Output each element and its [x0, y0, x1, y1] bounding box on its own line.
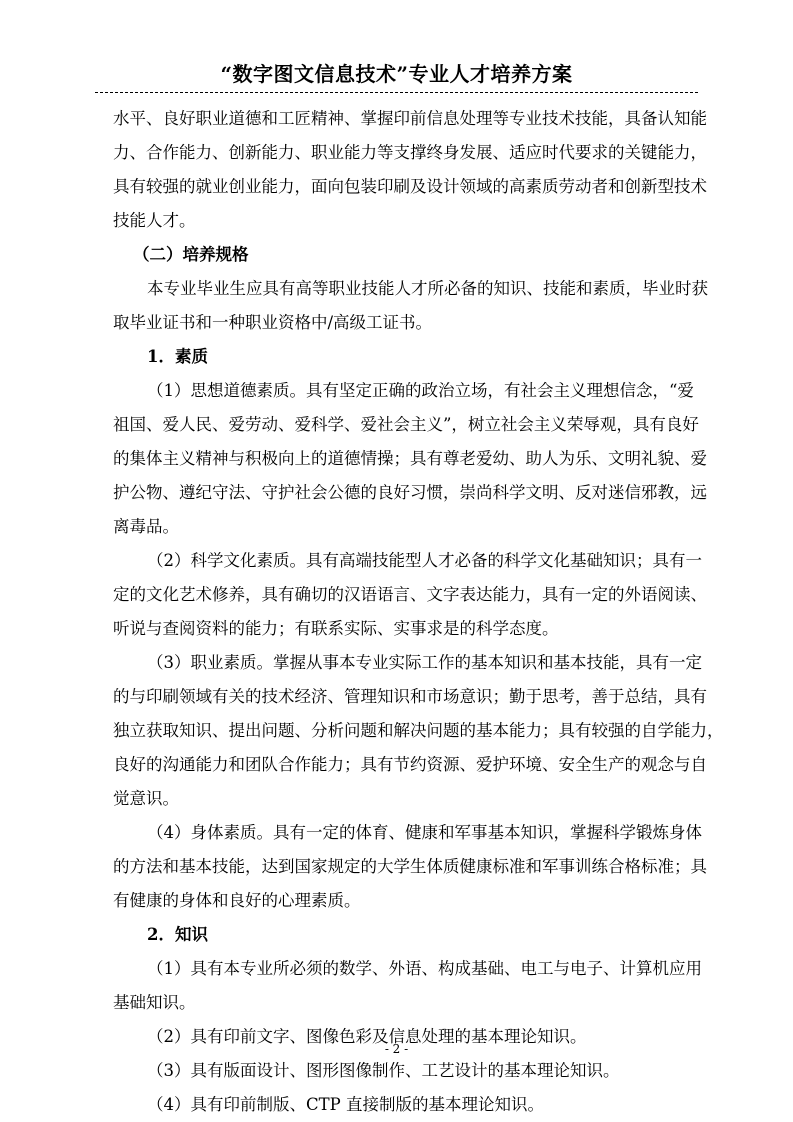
- paragraph-line: （1）具有本专业所必须的数学、外语、构成基础、电工与电子、计算机应用: [147, 959, 702, 978]
- paragraph-line: 的方法和基本技能，达到国家规定的大学生体质健康标准和军事训练合格标准；具: [113, 857, 707, 876]
- paragraph-line: 取毕业证书和一种职业资格中/高级工证书。: [113, 313, 433, 332]
- paragraph-line: 有健康的身体和良好的心理素质。: [113, 891, 361, 910]
- paragraph-line: 技能人才。: [113, 211, 196, 230]
- paragraph-line: （2）科学文化素质。具有高端技能型人才必备的科学文化基础知识；具有一: [147, 551, 702, 570]
- paragraph-line: （3）职业素质。掌握从事本专业实际工作的基本知识和基本技能，具有一定: [147, 653, 702, 672]
- paragraph-line: 的集体主义精神与积极向上的道德情操；具有尊老爱幼、助人为乐、文明礼貌、爱: [113, 449, 707, 468]
- paragraph-line: 力、合作能力、创新能力、职业能力等支撑终身发展、适应时代要求的关键能力，: [113, 143, 707, 162]
- paragraph-line: 的与印刷领域有关的技术经济、管理知识和市场意识；勤于思考，善于总结，具有: [113, 687, 707, 706]
- header-divider: [95, 92, 698, 93]
- section-heading: （二）培养规格: [133, 245, 249, 264]
- paragraph-line: （1）思想道德素质。具有坚定正确的政治立场，有社会主义理想信念，“爱: [147, 381, 694, 400]
- paragraph-line: （2）具有印前文字、图像色彩及信息处理的基本理论知识。: [147, 1027, 587, 1046]
- paragraph-line: 觉意识。: [113, 789, 179, 808]
- paragraph-line: 本专业毕业生应具有高等职业技能人才所必备的知识、技能和素质，毕业时获: [147, 279, 708, 298]
- paragraph-line: 听说与查阅资料的能力；有联系实际、实事求是的科学态度。: [113, 619, 559, 638]
- paragraph-line: （3）具有版面设计、图形图像制作、工艺设计的基本理论知识。: [147, 1061, 620, 1080]
- subsection-heading: 1．素质: [147, 347, 208, 366]
- page-number: - 2 -: [384, 1042, 409, 1056]
- page-header-title: “数字图文信息技术”专业人才培养方案: [220, 62, 573, 86]
- paragraph-line: 水平、良好职业道德和工匠精神、掌握印前信息处理等专业技术技能，具备认知能: [113, 109, 707, 128]
- subsection-heading: 2．知识: [147, 925, 208, 944]
- paragraph-line: 护公物、遵纪守法、守护社会公德的良好习惯，崇尚科学文明、反对迷信邪教，远: [113, 483, 707, 502]
- paragraph-line: 具有较强的就业创业能力，面向包装印刷及设计领域的高素质劳动者和创新型技术: [113, 177, 707, 196]
- paragraph-line: （4）具有印前制版、CTP 直接制版的基本理论知识。: [147, 1095, 544, 1114]
- paragraph-line: 祖国、爱人民、爱劳动、爱科学、爱社会主义”，树立社会主义荣辱观，具有良好: [113, 415, 699, 434]
- paragraph-line: 独立获取知识、提出问题、分析问题和解决问题的基本能力；具有较强的自学能力，: [113, 721, 724, 740]
- paragraph-line: 良好的沟通能力和团队合作能力；具有节约资源、爱护环境、安全生产的观念与自: [113, 755, 707, 774]
- paragraph-line: （4）身体素质。具有一定的体育、健康和军事基本知识，掌握科学锻炼身体: [147, 823, 702, 842]
- paragraph-line: 定的文化艺术修养，具有确切的汉语语言、文字表达能力，具有一定的外语阅读、: [113, 585, 707, 604]
- paragraph-line: 基础知识。: [113, 993, 196, 1012]
- paragraph-line: 离毒品。: [113, 517, 179, 536]
